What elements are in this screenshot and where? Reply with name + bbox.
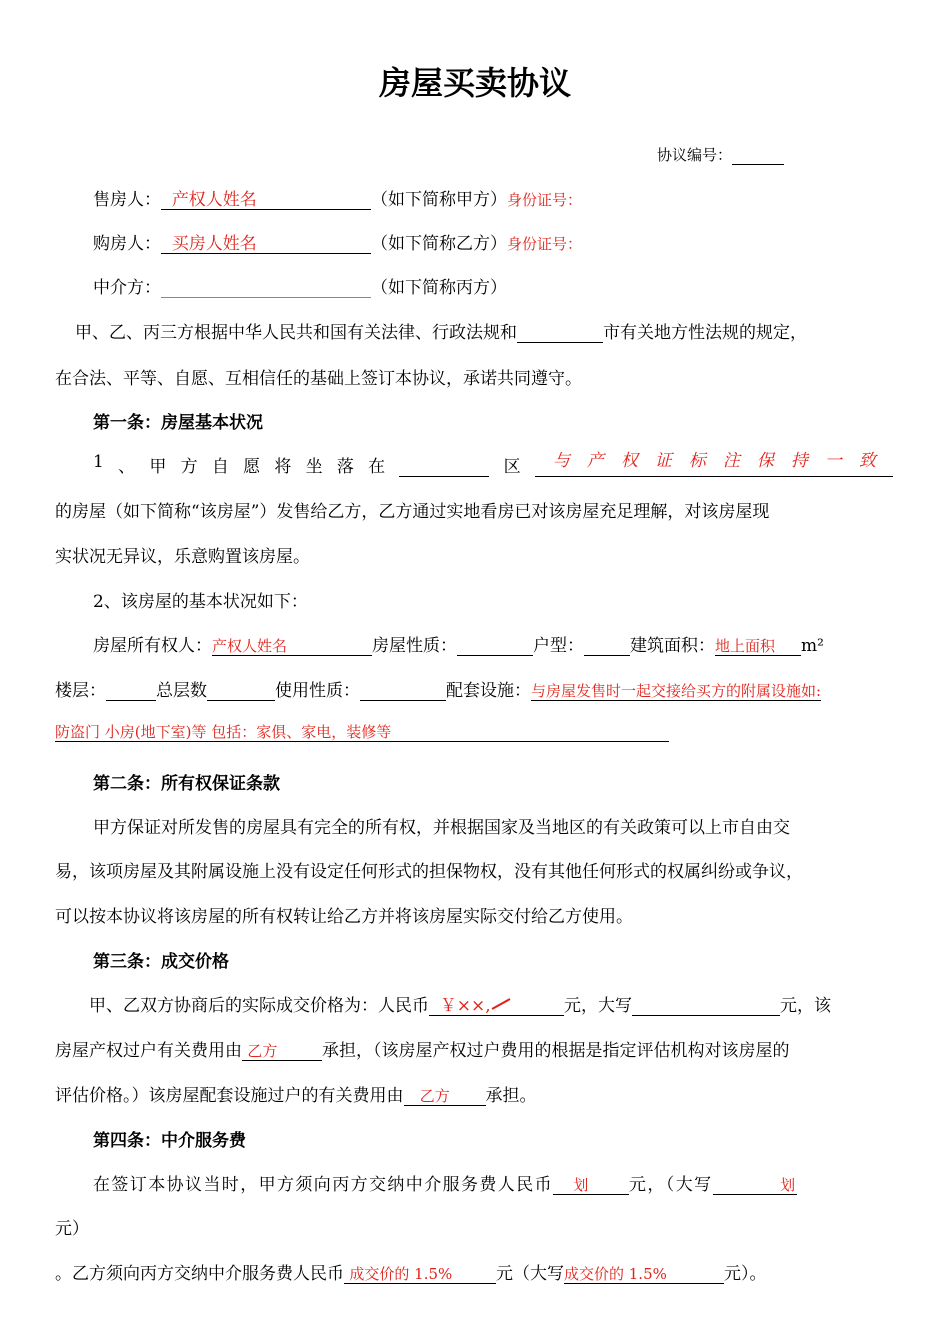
checkmark-icon <box>491 996 511 1016</box>
area-label: 建筑面积： <box>630 636 715 656</box>
buyer-fee-capital-label: 元（大写 <box>496 1264 564 1284</box>
article-3-line-3 <box>55 1081 950 1106</box>
owner-value: 产权人姓名 <box>212 637 288 655</box>
price-value: ￥××, <box>439 996 491 1016</box>
address-detail-field <box>535 452 893 477</box>
use-blank <box>360 682 446 701</box>
agent-row <box>93 273 950 298</box>
buyer-fee-value: 成交价的 1.5% <box>349 1265 453 1283</box>
article-3-heading: 第三条：成交价格 <box>93 952 229 972</box>
article-2-heading: 第二条：所有权保证条款 <box>93 774 280 794</box>
intro-text-b: 市有关地方性法规的规定， <box>603 323 807 343</box>
price-capital-blank <box>632 997 780 1016</box>
article-4-heading: 第四条：中介服务费 <box>93 1131 246 1151</box>
price-text: 甲、乙双方协商后的实际成交价格为：人民币 <box>89 996 429 1016</box>
owner-field <box>212 637 372 656</box>
agreement-number-label: 协议编号： <box>657 146 733 164</box>
buyer-fee-capital-value: 成交价的 1.5% <box>564 1265 667 1283</box>
price-text-end: 元，该 <box>780 996 831 1016</box>
area-unit: m² <box>801 636 824 656</box>
agent-label: 中介方： <box>93 278 161 298</box>
buyer-id-label: 身份证号： <box>507 235 583 253</box>
area-field <box>715 637 801 656</box>
facilities-value-2: 防盗门 小房(地下室)等 包括：家俱、家电，装修等 <box>55 723 669 742</box>
floor-blank <box>106 682 156 701</box>
owner-label: 房屋所有权人： <box>93 636 212 656</box>
total-floors-blank <box>207 682 275 701</box>
article-2-line-2: 易，该项房屋及其附属设施上没有设定任何形式的担保物权，没有其他任何形式的权属纠纷或争议， <box>55 862 803 882</box>
buyer-fee-text-end: 元）。 <box>724 1264 767 1284</box>
intro-text-a: 甲、乙、丙三方根据中华人民共和国有关法律、行政法规和 <box>75 323 517 343</box>
seller-name: 产权人姓名 <box>171 190 257 210</box>
buyer-name-field <box>161 235 371 254</box>
article-3-line-2 <box>55 1036 950 1061</box>
article-2-line-3: 可以按本协议将该房屋的所有权转让给乙方并将该房屋实际交付给乙方使用。 <box>55 907 633 927</box>
char: 愿 <box>243 457 261 477</box>
seller-fee-text: 在签订本协议当时，甲方须向丙方交纳中介服务费人民币 <box>93 1175 553 1195</box>
buyer-suffix: （如下简称乙方） <box>371 234 507 254</box>
article-1-para-2: 2、该房屋的基本状况如下： <box>93 592 308 612</box>
article-1-para-1-line-2: 的房屋（如下简称“该房屋”）发售给乙方，乙方通过实地看房已对该房屋充足理解，对该房屋现 <box>55 502 770 522</box>
seller-label: 售房人： <box>93 190 161 210</box>
floor-label: 楼层： <box>55 681 106 701</box>
city-blank <box>517 324 603 343</box>
seller-name-field <box>161 191 371 210</box>
article-1-para-1 <box>93 452 893 477</box>
buyer-name: 买房人姓名 <box>171 234 257 254</box>
facility-fee-text-end: 承担。 <box>485 1086 537 1106</box>
article-4-line-3 <box>55 1259 950 1284</box>
type-label: 户型： <box>533 636 584 656</box>
buyer-row <box>93 229 950 254</box>
nature-label: 房屋性质： <box>372 636 457 656</box>
property-details-row-2 <box>55 676 950 701</box>
facilities-label: 配套设施： <box>446 681 531 701</box>
intro-line-1 <box>75 318 950 343</box>
article-2-line-1: 甲方保证对所发售的房屋具有完全的所有权，并根据国家及当地区的有关政策可以上市自由交 <box>93 818 790 838</box>
char: 、 <box>118 457 136 477</box>
article-4-line-1 <box>93 1170 950 1195</box>
transfer-fee-text: 房屋产权过户有关费用由 <box>55 1041 242 1061</box>
seller-fee-field <box>553 1176 629 1195</box>
char: 甲 <box>149 457 167 477</box>
article-1-heading: 第一条：房屋基本状况 <box>93 413 263 433</box>
buyer-fee-field <box>344 1265 496 1284</box>
char: 在 <box>368 457 386 477</box>
price-field <box>429 997 564 1016</box>
article-4-line-2: 元） <box>55 1219 89 1239</box>
address-detail: 与产权证标注保持一致 <box>552 451 893 471</box>
buyer-fee-text: 。乙方须向丙方交纳中介服务费人民币 <box>55 1264 344 1284</box>
facilities-row-2 <box>55 722 950 742</box>
article-1-para-1-line-3: 实状况无异议，乐意购置该房屋。 <box>55 547 310 567</box>
intro-line-2: 在合法、平等、自愿、互相信任的基础上签订本协议，承诺共同遵守。 <box>55 369 582 389</box>
transfer-fee-party-field <box>242 1042 322 1061</box>
facility-fee-text: 评估价格。）该房屋配套设施过户的有关费用由 <box>55 1086 404 1106</box>
char: 落 <box>336 457 354 477</box>
district-label: 区 <box>503 457 521 477</box>
agreement-number <box>657 144 950 165</box>
area-value: 地上面积 <box>715 637 776 655</box>
buyer-label: 购房人： <box>93 234 161 254</box>
seller-fee-value: 划 <box>573 1176 590 1194</box>
char: 1 <box>93 452 104 472</box>
total-floors-label: 总层数 <box>156 681 207 701</box>
document-title: 房屋买卖协议 <box>378 64 571 102</box>
facility-fee-party: 乙方 <box>419 1087 450 1105</box>
price-capital-label: 元，大写 <box>564 996 632 1016</box>
article-3-line-1 <box>89 991 950 1016</box>
char: 方 <box>180 457 198 477</box>
seller-fee-capital-value: 划 <box>780 1176 797 1194</box>
seller-suffix: （如下简称甲方） <box>371 190 507 210</box>
transfer-fee-text-end: 承担，（该房屋产权过户费用的根据是指定评估机构对该房屋的 <box>322 1041 790 1061</box>
transfer-fee-party: 乙方 <box>247 1042 278 1060</box>
seller-fee-capital-label: 元，（大写 <box>629 1175 713 1195</box>
agent-name-field <box>161 279 371 298</box>
seller-fee-capital-field <box>713 1176 797 1195</box>
facility-fee-party-field <box>404 1087 486 1106</box>
buyer-fee-capital-field <box>564 1265 724 1284</box>
use-label: 使用性质： <box>275 681 360 701</box>
type-blank <box>584 637 630 656</box>
property-details-row-1 <box>93 631 950 656</box>
nature-blank <box>457 637 533 656</box>
facilities-value-1: 与房屋发售时一起交接给买方的附属设施如: <box>531 682 822 700</box>
address-blank <box>399 452 489 477</box>
agreement-number-blank <box>732 146 784 165</box>
seller-row <box>93 185 950 210</box>
char: 将 <box>274 457 292 477</box>
char: 坐 <box>305 457 323 477</box>
char: 自 <box>211 457 229 477</box>
agent-suffix: （如下简称丙方） <box>371 278 507 298</box>
seller-id-label: 身份证号： <box>507 191 583 209</box>
